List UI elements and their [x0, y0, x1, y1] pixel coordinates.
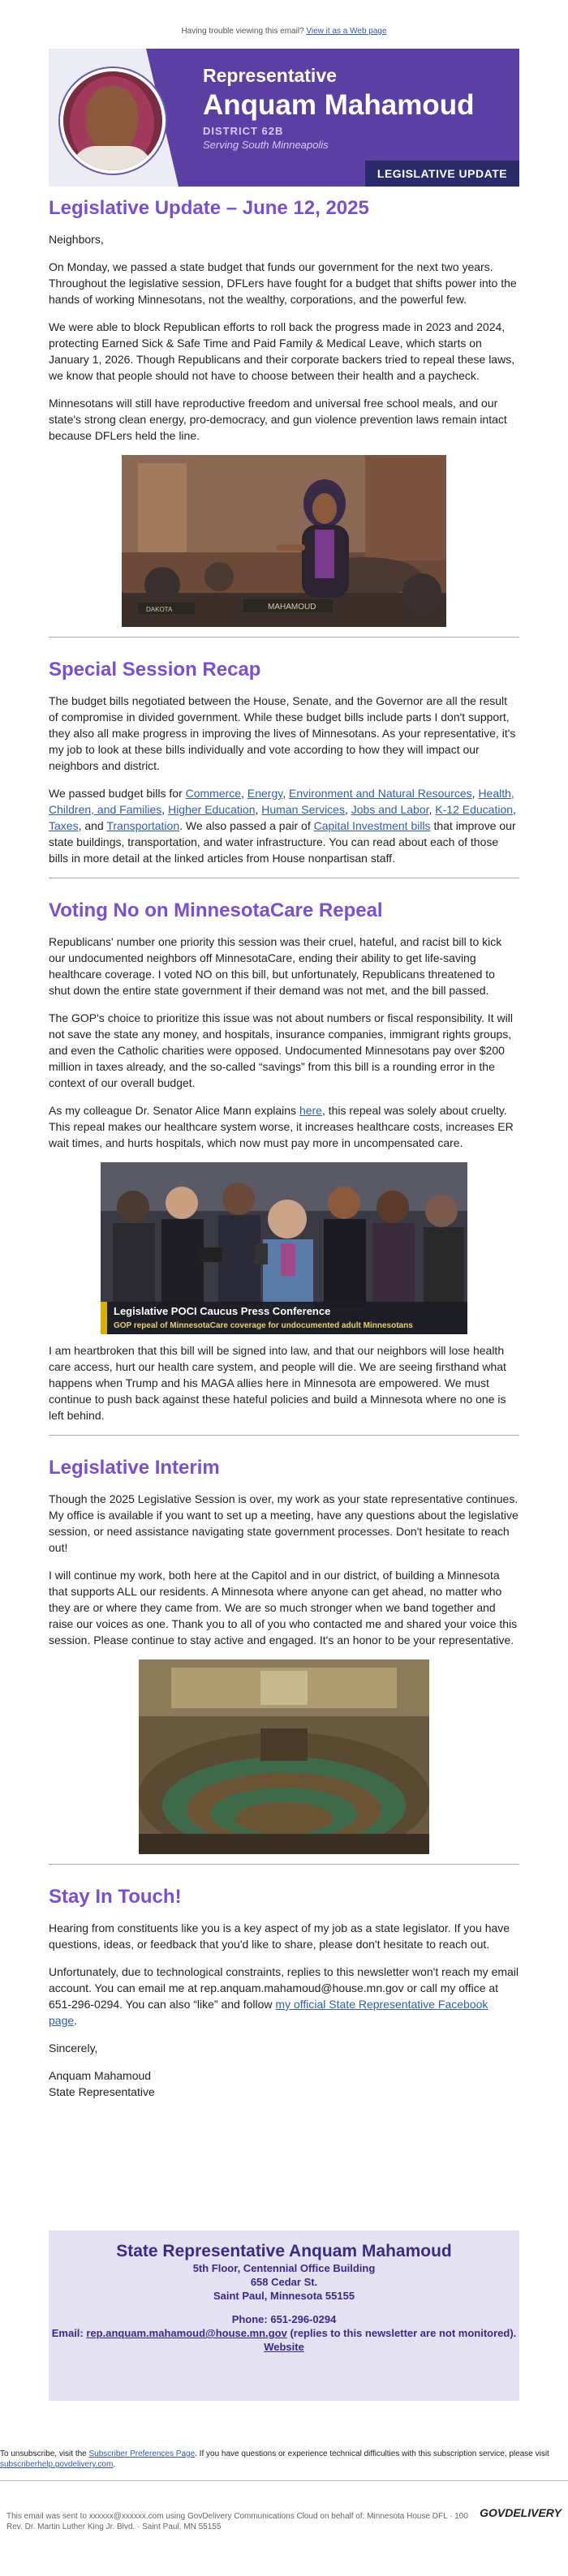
stay-in-touch-heading: Stay In Touch!	[49, 1886, 182, 1908]
section-divider	[49, 637, 519, 638]
section-divider	[49, 1864, 519, 1865]
footer-website-line	[49, 2340, 519, 2354]
capital-investment-link[interactable]: Capital Investment bills	[313, 819, 431, 832]
web-view-text: Having trouble viewing this email?	[181, 27, 304, 36]
repeal-heading: Voting No on MinnesotaCare Repeal	[49, 899, 383, 921]
sent-to-note: This email was sent to xxxxxx@xxxxxx.com using GovDelivery Communications Cloud on behalf of: Minnesota House DFL · 100 Rev. Dr. Martin Luther King Jr. Blvd. · Saint Paul, MN 55155	[6, 2512, 468, 2531]
newsletter-body	[49, 197, 519, 2111]
placard-dakota: DAKOTA	[146, 606, 173, 613]
intro-paragraph-1: On Monday, we passed a state budget that funds our government for the next two years. Throughout the legislative session, DFLers have fought for a budget that shifts power into the hands of working Minnesotans, not the wealthy, corporations, and the powerful few.	[49, 260, 517, 306]
banner-title-name: Anquam Mahamoud	[203, 89, 475, 121]
repeal-paragraph-1: Republicans' number one priority this session was their cruel, hateful, and racist bill to kick our undocumented neighbors off MinnesotaCare, ending their ability to get life-saving healthcare coverage. I voted NO on this bill, but unfortunately, Republicans threatened to shut down the entire state government if their demand was not met, and the bill passed.	[49, 935, 502, 997]
press-caption-title: Legislative POCI Caucus Press Conference	[114, 1305, 331, 1317]
health-children-families-link[interactable]: Health, Children, and Families	[49, 787, 514, 816]
signature-title: State Representative	[49, 2085, 155, 2098]
legislative-update-tag: LEGISLATIVE UPDATE	[365, 161, 519, 187]
interim-paragraph-1: Though the 2025 Legislative Session is over, my work as your state representative continues. My office is available if you want to set up a meeting, have any questions about the legislative session, or need assistance navigating state government processes. Don't hesitate to reach out!	[49, 1492, 519, 1554]
signoff: Sincerely,	[49, 2041, 98, 2054]
footer-email-link[interactable]: rep.anquam.mahamoud@house.mn.gov	[86, 2327, 287, 2339]
environment-link[interactable]: Environment and Natural Resources	[288, 787, 472, 800]
footer-address-line3: Saint Paul, Minnesota 55155	[213, 2290, 355, 2302]
subscriber-help-link[interactable]: subscriberhelp.govdelivery.com	[0, 2460, 114, 2469]
footer-title: State Representative Anquam Mahamoud	[116, 2242, 452, 2260]
special-session-paragraph-2: We passed budget bills for Commerce, Energy, Environment and Natural Resources, Health, Children, and Families, Higher Education, Human Services, Jobs and Labor, K-12 Education, Taxes, and Transportation. We also passed a pair of Capital Investment bills that improve our state buildings, transportation, and water infrastructure. You can read about each of those bills in more detail at the linked articles from House nonpartisan staff.	[49, 787, 516, 865]
intro-heading: Legislative Update – June 12, 2025	[49, 197, 369, 219]
commerce-link[interactable]: Commerce	[185, 787, 242, 800]
footer-website-link[interactable]: Website	[264, 2341, 304, 2353]
header-banner	[49, 49, 519, 187]
taxes-link[interactable]: Taxes	[49, 819, 79, 832]
touch-paragraph-1: Hearing from constituents like you is a key aspect of my job as a state legislator. If you have questions, ideas, or feedback that you'd like to share, please don't hesitate to reach out.	[49, 1921, 510, 1951]
repeal-paragraph-4: I am heartbroken that this bill will be signed into law, and that our neighbors will lose health care access, hurt our health care system, and people will die. We are seeing firsthand what happens when Trump and his MAGA allies here in Minnesota are empowered. We must continue to push back against these hateful policies and build a Minnesota where no one is left behind.	[49, 1344, 506, 1422]
touch-paragraph-2: Unfortunately, due to technological constraints, replies to this newsletter won't reach my email account. You can email me at rep.anquam.mahamoud@house.mn.gov or call my office at 651-296-0294. You can also “like” and follow my official State Representative Facebook page.	[49, 1965, 519, 2027]
subscriber-preferences-link[interactable]: Subscriber Preferences Page	[88, 2449, 196, 2458]
k12-education-link[interactable]: K-12 Education	[435, 803, 514, 816]
interim-heading: Legislative Interim	[49, 1457, 220, 1479]
house-floor-speech-photo	[122, 455, 446, 627]
representative-portrait	[60, 68, 166, 174]
higher-education-link[interactable]: Higher Education	[168, 803, 256, 816]
transportation-link[interactable]: Transportation	[106, 819, 180, 832]
contact-footer	[49, 2230, 519, 2401]
facebook-page-link[interactable]: my official State Representative Facebook page	[49, 1998, 488, 2027]
energy-link[interactable]: Energy	[247, 787, 283, 800]
banner-district: DISTRICT 62B	[203, 125, 284, 137]
house-chamber-photo	[139, 1659, 429, 1854]
footer-address-line1: 5th Floor, Centennial Office Building	[192, 2262, 376, 2274]
footer-address-line2: 658 Cedar St.	[250, 2276, 318, 2288]
web-view-note	[0, 27, 568, 36]
repeal-paragraph-2: The GOP's choice to prioritize this issue was not about numbers or fiscal responsibility. It will not save the state any money, and hospitals, insurance companies, immigrant rights groups, and even the Catholic charities were opposed. Undocumented Minnesotans pay over $200 million in taxes already, and the so-called “savings” from this bill is a rounding error in the context of our overall budget.	[49, 1011, 513, 1089]
banner-title-line1: Representative	[203, 65, 337, 86]
footer-divider	[0, 2480, 568, 2481]
repeal-paragraph-3: As my colleague Dr. Senator Alice Mann explains here, this repeal was solely about cruelty. This repeal makes our healthcare system worse, it increases healthcare costs, increases ER wait times, and hurts hospitals, which now must pay more in uncompensated care.	[49, 1104, 514, 1149]
interim-paragraph-2: I will continue my work, both here at the Capitol and in our district, of building a Minnesota that supports ALL our residents. A Minnesota where anyone can get ahead, no matter who they are or where they came from. We are so much stronger when we band together and raise our voices as one. Thank you to all of you who contacted me and shared your voice this session. Please continue to stay active and engaged. It's an honor to be your representative.	[49, 1569, 518, 1646]
press-conference-photo	[101, 1162, 467, 1334]
section-divider	[49, 1435, 519, 1436]
govdelivery-logo[interactable]: GOVDELIVERY	[480, 2506, 562, 2519]
human-services-link[interactable]: Human Services	[261, 803, 345, 816]
footer-email-line: Email: rep.anquam.mahamoud@house.mn.gov (replies to this newsletter are not monitored).	[51, 2327, 517, 2339]
alice-mann-here-link[interactable]: here	[299, 1104, 322, 1117]
jobs-labor-link[interactable]: Jobs and Labor	[351, 803, 429, 816]
intro-paragraph-3: Minnesotans will still have reproductive freedom and universal free school meals, and our state's strong clean energy, pro-democracy, and gun violence prevention laws remain intact because DFLers held the line.	[49, 397, 507, 442]
banner-serving: Serving South Minneapolis	[203, 139, 329, 151]
special-session-paragraph-1: The budget bills negotiated between the House, Senate, and the Governor are all the result of compromise in divided government. While these budget bills include parts I don't support, they also all make progress in improving the lives of Minnesotans. As your representative, it's my job to look at these bills individually and vote according to how they will impact our neighbors and district.	[49, 694, 516, 772]
special-session-heading: Special Session Recap	[49, 659, 261, 680]
footer-phone: Phone: 651-296-0294	[231, 2313, 337, 2325]
unsubscribe-note: To unsubscribe, visit the Subscriber Preferences Page. If you have questions or experience technical difficulties with this subscription service, please visit subscriberhelp.govdelivery.com.	[0, 2449, 549, 2469]
greeting: Neighbors,	[49, 233, 104, 246]
press-caption-subtitle: GOP repeal of MinnesotaCare coverage for undocumented adult Minnesotans	[114, 1321, 413, 1330]
view-as-web-page-link[interactable]: View it as a Web page	[306, 27, 387, 36]
signature-block	[49, 2067, 519, 2100]
intro-paragraph-2: We were able to block Republican efforts to roll back the progress made in 2023 and 2024, protecting Earned Sick & Safe Time and Paid Family & Medical Leave, which starts on January 1, 2026. Though Republicans and their corporate backers tried to repeal these laws, we know that people should not have to choose between their health and a paycheck.	[49, 320, 515, 382]
placard-mahamoud: MAHAMOUD	[268, 603, 316, 612]
signature-name: Anquam Mahamoud	[49, 2069, 152, 2082]
